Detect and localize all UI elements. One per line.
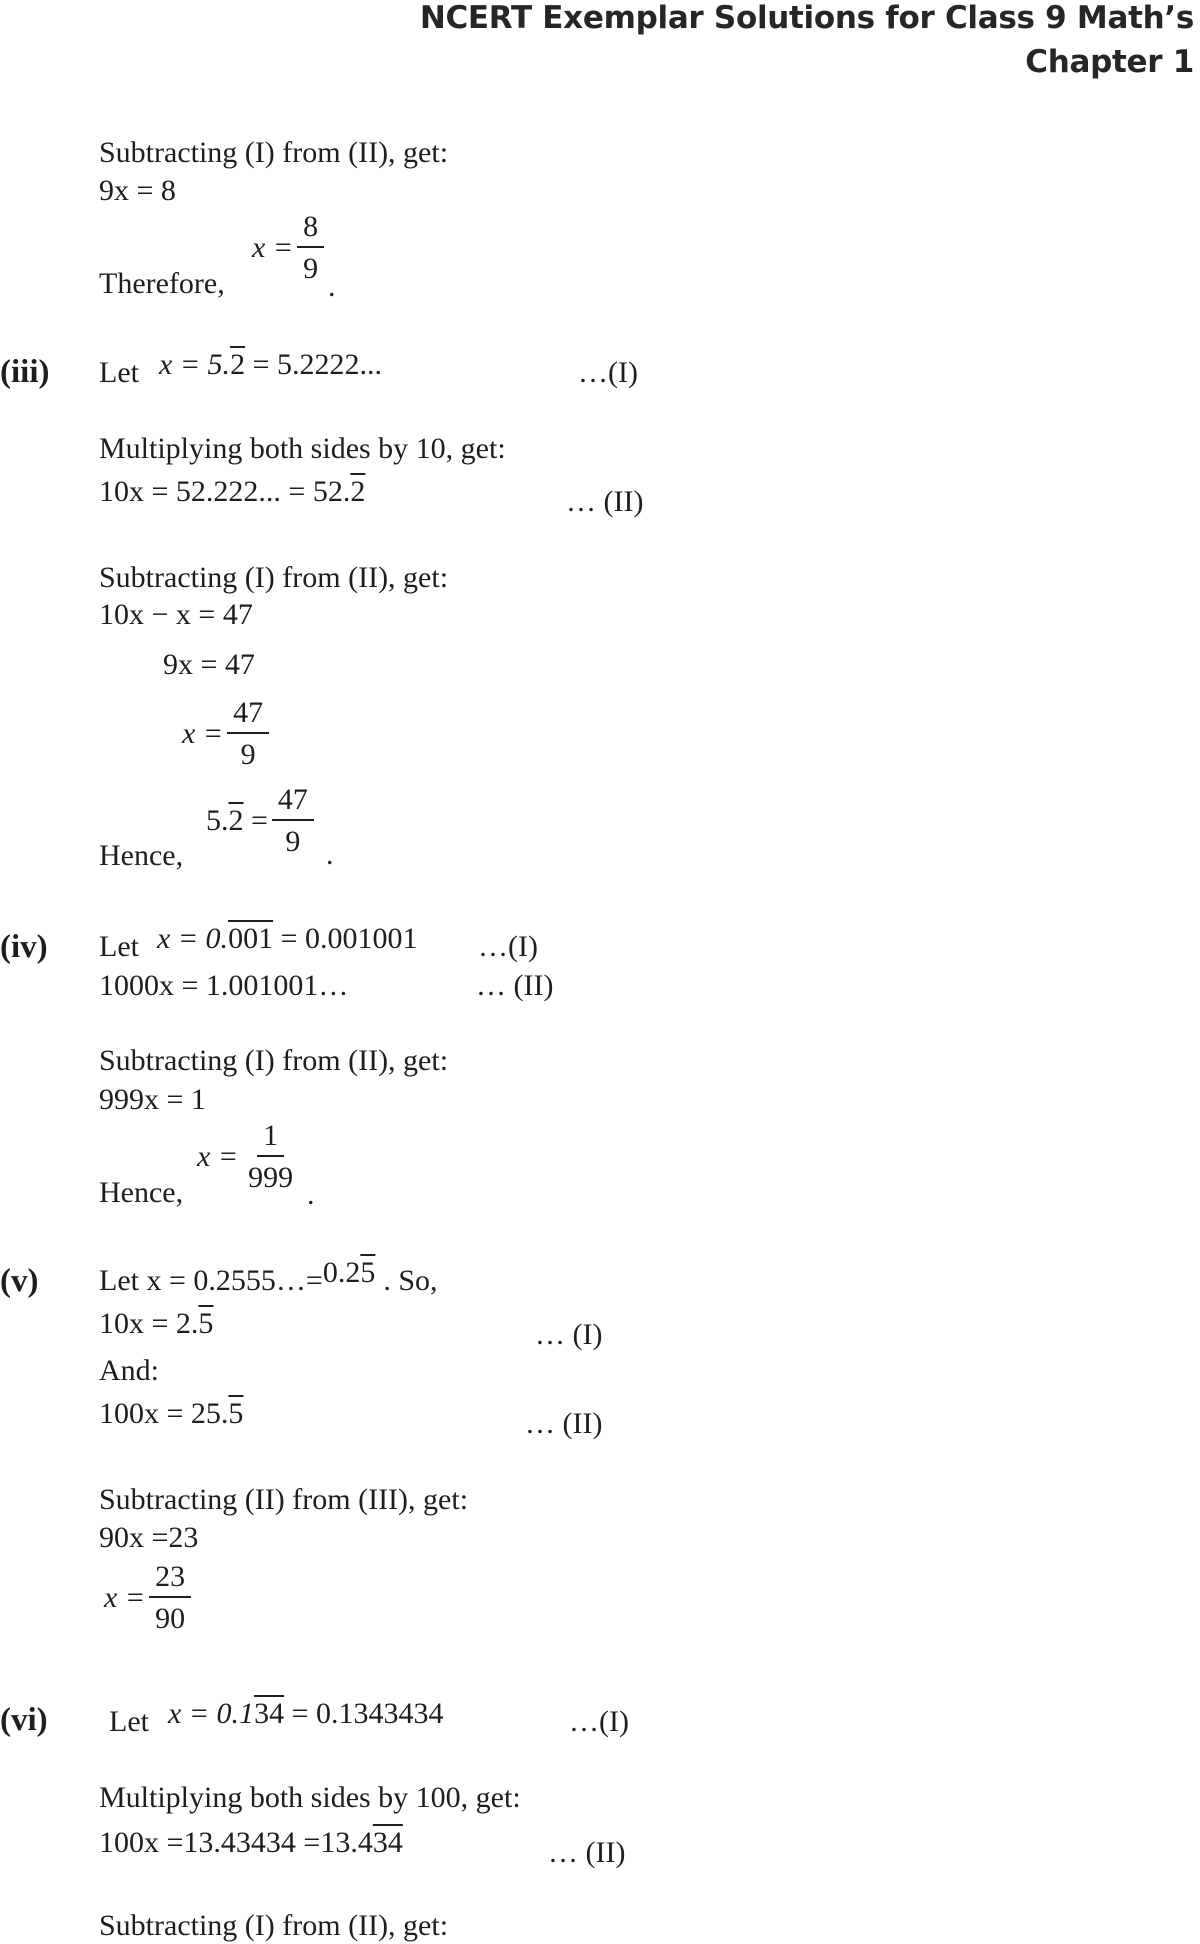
eq-part: = 0.1343434	[284, 1697, 444, 1730]
eq-part: 100x =13.43434 =13.4	[99, 1826, 373, 1859]
eq-part: = 5.2222...	[245, 348, 382, 381]
hence-label: Hence,	[99, 1176, 184, 1209]
fraction-lhs	[206, 806, 268, 836]
equation-1000x: 1000x = 1.001001…	[99, 969, 349, 1002]
fraction-numerator: 47	[227, 698, 269, 734]
fraction-denominator: 90	[155, 1602, 186, 1635]
let-equation-iv	[157, 924, 417, 954]
equation-100x	[99, 1399, 243, 1429]
hence-label: Hence,	[99, 839, 184, 872]
document-header-chapter: Chapter 1	[1025, 44, 1194, 80]
eq-part: x = 0.	[157, 922, 229, 955]
repeating-digit: 5	[228, 1397, 244, 1430]
part-label-iii: (iii)	[0, 354, 50, 390]
fraction-numerator: 8	[297, 212, 324, 248]
fraction-denominator: 9	[303, 252, 319, 285]
let-word: Let	[109, 1705, 149, 1738]
repeating-digits: 34	[372, 1826, 403, 1859]
and-label: And:	[99, 1354, 159, 1387]
eq-part: =	[243, 804, 268, 837]
repeating-digit: 2	[350, 475, 366, 508]
subtract-step-text: Subtracting (II) from (III), get:	[99, 1483, 469, 1516]
repeating-digit: 2	[228, 804, 244, 837]
multiply-step-text: Multiplying both sides by 100, get:	[99, 1781, 521, 1814]
let-word: Let	[99, 930, 139, 963]
period: .	[307, 1178, 315, 1211]
eq-part: x = 0.1	[168, 1697, 255, 1730]
eq-part: 10x = 2.	[99, 1307, 199, 1340]
equation-999x: 999x = 1	[99, 1083, 206, 1116]
therefore-label: Therefore,	[99, 267, 225, 300]
equation-tag-I: …(I)	[569, 1705, 629, 1738]
period: .	[326, 838, 334, 871]
equation-tag-II: … (II)	[566, 485, 644, 518]
eq-part: 10x = 52.222... = 52.	[99, 475, 351, 508]
fraction-x-1-999	[197, 1121, 299, 1193]
fraction-lhs: x =	[197, 1140, 239, 1173]
equation-tag-II: … (II)	[525, 1407, 603, 1440]
equation-90x: 90x =23	[99, 1521, 199, 1554]
fraction-x-23-90	[104, 1562, 191, 1634]
equation-tag-I: … (I)	[535, 1318, 603, 1351]
let-equation-v	[99, 1256, 438, 1297]
fraction-numerator: 47	[272, 785, 314, 821]
multiply-step-text: Multiplying both sides by 10, get:	[99, 432, 506, 465]
fraction-result-iii	[206, 785, 314, 857]
equation-100x	[99, 1828, 403, 1858]
eq-part: Let x = 0.2555…=	[99, 1264, 323, 1297]
period: .	[328, 270, 336, 303]
eq-part: . So,	[383, 1264, 438, 1297]
repeating-digit: 2	[230, 348, 246, 381]
let-equation-vi	[168, 1699, 443, 1729]
fraction-lhs: x =	[104, 1581, 146, 1614]
part-label-vi: (vi)	[0, 1702, 48, 1738]
eq-part: x = 5.	[159, 348, 231, 381]
fraction-denominator: 999	[248, 1161, 294, 1194]
repeating-digit: 5	[198, 1307, 214, 1340]
fraction-denominator: 9	[240, 738, 256, 771]
let-word: Let	[99, 356, 139, 389]
equation-tag-I: …(I)	[478, 930, 538, 963]
fraction-x-8-9	[252, 212, 324, 284]
equation-9x-8: 9x = 8	[99, 174, 176, 207]
repeating-digits: 001	[228, 922, 274, 955]
part-label-iv: (iv)	[0, 929, 48, 965]
equation-10x	[99, 1309, 213, 1339]
fraction-x-47-9	[182, 698, 269, 770]
subtract-step-text: Subtracting (I) from (II), get:	[99, 136, 449, 169]
subtract-step-text: Subtracting (I) from (II), get:	[99, 561, 449, 594]
fraction-lhs: x =	[182, 717, 224, 750]
eq-part: 0.2	[322, 1256, 361, 1289]
repeating-digit: 5	[360, 1256, 376, 1289]
equation-step2: 9x = 47	[163, 648, 255, 681]
eq-part: 100x = 25.	[99, 1397, 229, 1430]
fraction-numerator: 23	[149, 1562, 191, 1598]
equation-tag-II: … (II)	[548, 1836, 626, 1869]
document-header-title: NCERT Exemplar Solutions for Class 9 Math’s	[419, 0, 1194, 36]
fraction-lhs: x =	[252, 231, 294, 264]
equation-10x	[99, 477, 365, 507]
eq-part: 5.	[206, 804, 229, 837]
let-equation-iii	[159, 350, 382, 380]
fraction-denominator: 9	[285, 825, 301, 858]
equation-step1: 10x − x = 47	[99, 598, 253, 631]
part-label-v: (v)	[0, 1263, 39, 1299]
subtract-step-text: Subtracting (I) from (II), get:	[99, 1044, 449, 1077]
fraction-numerator: 1	[257, 1121, 284, 1157]
equation-tag-I: …(I)	[578, 356, 638, 389]
equation-tag-II: … (II)	[476, 969, 554, 1002]
repeating-digits: 34	[254, 1697, 285, 1730]
subtract-step-text: Subtracting (I) from (II), get:	[99, 1909, 449, 1942]
eq-part: = 0.001001	[273, 922, 418, 955]
